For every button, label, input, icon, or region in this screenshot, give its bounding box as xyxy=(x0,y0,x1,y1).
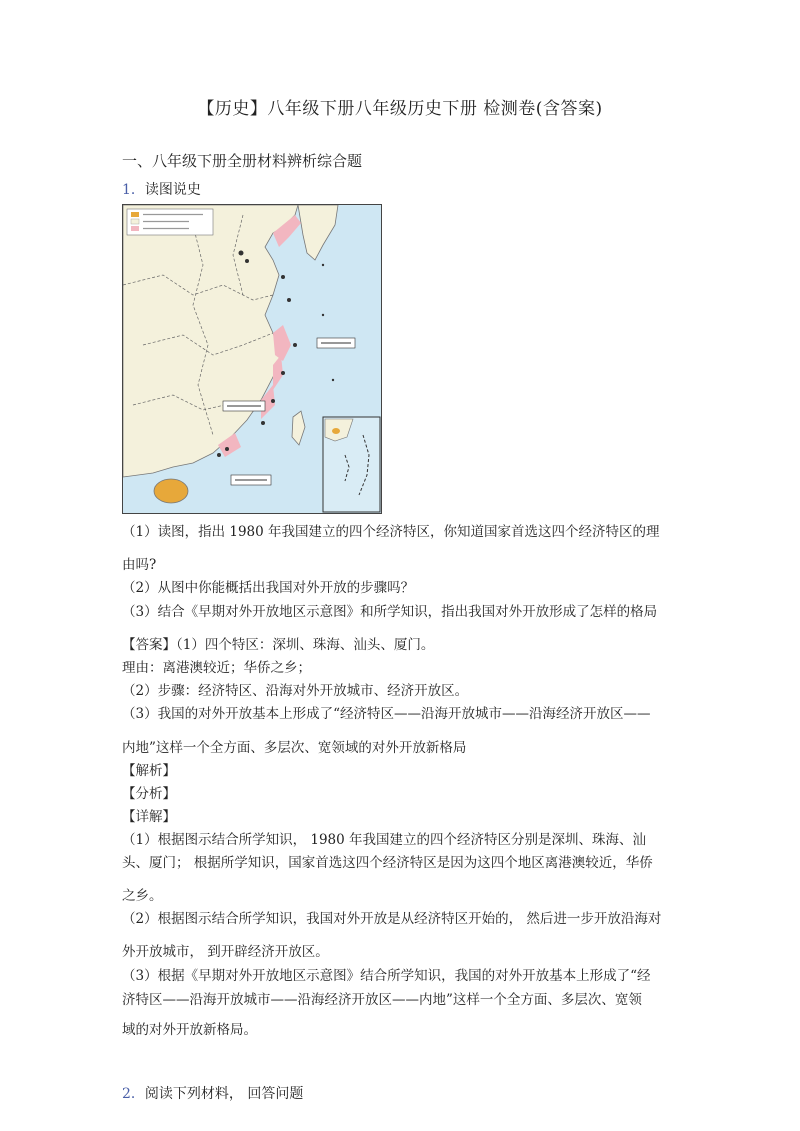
analysis-label: 【详解】 xyxy=(122,809,176,825)
map-icon xyxy=(123,205,381,513)
answer-text: （2）步骤：经济特区、沿海对外开放城市、经济开放区。 xyxy=(122,683,469,699)
explanation-text: 外开放城市， 到开辟经济开放区。 xyxy=(122,944,329,960)
explanation-text: 济特区——沿海开放城市——沿海经济开放区——内地”这样一个全方面、多层次、宽领 xyxy=(122,992,642,1008)
explanation-text: （1）根据图示结合所学知识， 1980 年我国建立的四个经济特区分别是深圳、珠海、汕 xyxy=(122,832,647,848)
explanation-text: 头、厦门； 根据所学知识，国家首选这四个经济特区是因为这四个地区离港澳较近，华侨 xyxy=(122,855,653,871)
question-title: 阅读下列材料， 回答问题 xyxy=(144,1086,304,1102)
question-1-heading xyxy=(122,179,201,199)
explanation-text: 域的对外开放新格局。 xyxy=(122,1022,257,1038)
explanation-text: （3）根据《早期对外开放地区示意图》结合所学知识，我国的对外开放基本上形成了“经 xyxy=(122,968,651,984)
section-heading: 一、八年级下册全册材料辨析综合题 xyxy=(122,152,363,170)
answer-text: （3）我国的对外开放基本上形成了“经济特区——沿海开放城市——沿海经济开放区—— xyxy=(122,706,651,722)
answer-text: 内地”这样一个全方面、多层次、宽领域的对外开放新格局 xyxy=(122,740,467,756)
map-image xyxy=(122,204,382,514)
question-text: 由吗? xyxy=(122,557,157,573)
question-number: 1． xyxy=(122,182,145,198)
explanation-text: （2）根据图示结合所学知识，我国对外开放是从经济特区开始的， 然后进一步开放沿海对 xyxy=(122,911,662,927)
question-2-heading xyxy=(122,1083,303,1103)
question-number: 2． xyxy=(122,1086,145,1102)
question-text: （3）结合《早期对外开放地区示意图》和所学知识，指出我国对外开放形成了怎样的格局 xyxy=(122,604,658,620)
question-title: 读图说史 xyxy=(144,182,201,198)
question-text: （2）从图中你能概括出我国对外开放的步骤吗？ xyxy=(122,580,415,596)
question-text: （1）读图，指出 1980 年我国建立的四个经济特区，你知道国家首选这四个经济特区的理 xyxy=(122,524,660,540)
analysis-label: 【分析】 xyxy=(122,786,176,802)
analysis-label: 【解析】 xyxy=(122,763,176,779)
document-title: 【历史】八年级下册八年级历史下册 检测卷(含答案) xyxy=(197,99,603,119)
explanation-text: 之乡。 xyxy=(122,888,163,904)
answer-text: 理由：离港澳较近；华侨之乡； xyxy=(122,660,311,676)
answer-text: 【答案】（1）四个特区：深圳、珠海、汕头、厦门。 xyxy=(122,637,435,653)
